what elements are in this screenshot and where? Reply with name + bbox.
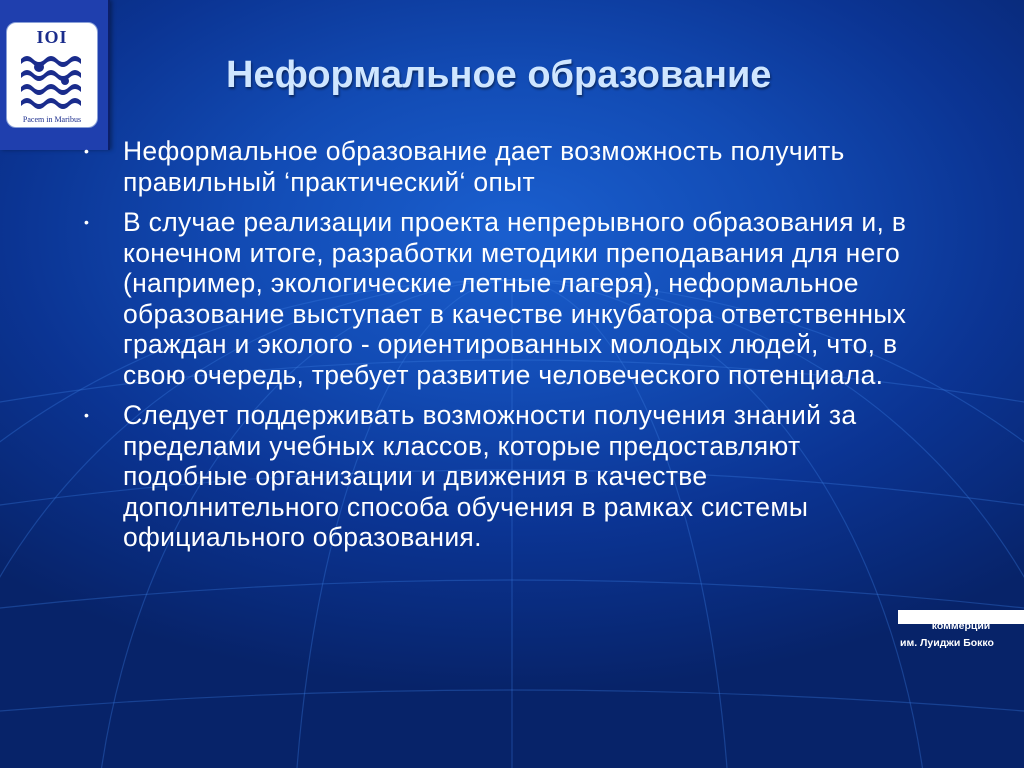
slide-title: Неформальное образование — [226, 54, 772, 96]
bullet-text: Следует поддерживать возможности получения знаний за пределами учебных классов, которые предоставляют подобные организации и движения в качестве дополнительного способа обучения в рамках системы официального образования. — [123, 400, 857, 552]
wave-emblem-icon — [17, 49, 87, 109]
bullet-dot-icon: • — [84, 143, 90, 159]
logo-letters: IOI — [36, 27, 68, 47]
bullet-dot-icon: • — [84, 407, 90, 423]
logo-motto: Pacem in Maribus — [22, 115, 82, 124]
bullet-item — [80, 207, 930, 390]
side-note-line-1: коммерции — [931, 620, 991, 632]
bullet-text: Неформальное образование дает возможность получить правильный ‘практический‘ опыт — [123, 136, 845, 197]
bullet-item — [80, 400, 930, 553]
logo — [0, 0, 110, 150]
bullet-text: В случае реализации проекта непрерывного образования и, в конечном итоге, разработки методики преподавания для него (например, экологические летные лагеря), неформальное образование выступает в качестве инкубатора ответственных граждан и эколого - ориентированных молодых людей, что, в свою очередь, требует развитие человеческого потенциала. — [123, 207, 907, 390]
side-note-line-2: им. Луиджи Бокко — [900, 637, 994, 649]
bullet-list — [80, 136, 930, 563]
bullet-item — [80, 136, 930, 197]
bullet-dot-icon: • — [84, 214, 90, 230]
logo-badge — [6, 22, 98, 128]
